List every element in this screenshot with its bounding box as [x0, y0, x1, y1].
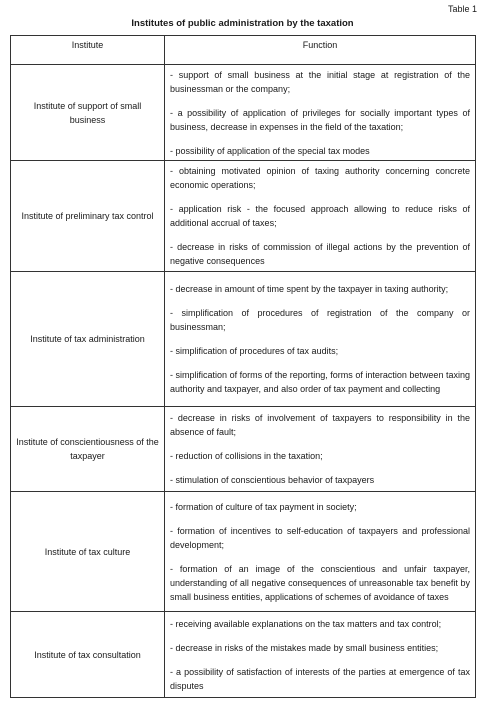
- table-row: [11, 65, 476, 161]
- function-item: - simplification of forms of the reporting, forms of interaction between taxing authority and taxpayer, and also order of tax payment and collecting: [170, 370, 470, 394]
- institute-cell: Institute of conscientiousness of the taxpayer: [11, 407, 165, 492]
- function-item: - simplification of procedures of tax audits;: [170, 346, 339, 356]
- function-cell: [165, 161, 476, 272]
- institute-cell: Institute of support of small business: [11, 65, 165, 161]
- table-row: [11, 272, 476, 407]
- institute-cell: Institute of tax administration: [11, 272, 165, 407]
- table-row: [11, 407, 476, 492]
- header-function: Function: [165, 36, 476, 65]
- table-row: [11, 612, 476, 698]
- function-item: - formation of culture of tax payment in society;: [170, 501, 357, 512]
- function-item: - application risk - the focused approach allowing to reduce risks of additional accrual of taxes;: [170, 204, 470, 228]
- table-number-label: Table 1: [447, 4, 477, 14]
- table-row: [11, 161, 476, 272]
- table-header-row: [11, 36, 476, 65]
- function-item: - simplification of procedures of registration of the company or businessman;: [170, 308, 470, 332]
- function-cell: [165, 612, 476, 698]
- function-item: - a possibility of satisfaction of interests of the parties at emergence of tax disputes: [170, 666, 470, 691]
- function-item: - decrease in risks of involvement of taxpayers to responsibility in the absence of fault;: [170, 413, 470, 437]
- institutes-table: [10, 35, 476, 698]
- institute-cell: Institute of tax consultation: [11, 612, 165, 698]
- function-cell: [165, 272, 476, 407]
- function-cell: [165, 65, 476, 161]
- function-item: - decrease in risks of commission of illegal actions by the prevention of negative consequences: [170, 242, 470, 266]
- function-item: - formation of an image of the conscientious and unfair taxpayer, understanding of all negative consequences of unreasonable tax benefit by small business entities, applications of schemes of avoidance of taxes: [170, 563, 470, 602]
- function-item: - obtaining motivated opinion of taxing authority concerning concrete economic operations;: [170, 166, 470, 190]
- function-item: - a possibility of application of privileges for socially important types of business, decrease in expenses in the field of the taxation;: [170, 107, 470, 132]
- function-item: - receiving available explanations on the tax matters and tax control;: [170, 618, 442, 629]
- header-institute: Institute: [11, 36, 165, 65]
- institute-cell: Institute of tax culture: [11, 492, 165, 612]
- institute-cell: Institute of preliminary tax control: [11, 161, 165, 272]
- function-item: - stimulation of conscientious behavior of taxpayers: [170, 475, 375, 485]
- function-item: - support of small business at the initial stage at registration of the businessman or the company;: [170, 69, 470, 94]
- function-item: - reduction of collisions in the taxation;: [170, 451, 323, 461]
- function-item: - decrease in risks of the mistakes made by small business entities;: [170, 642, 439, 653]
- function-item: - formation of incentives to self-education of taxpayers and professional development;: [170, 525, 470, 550]
- function-cell: [165, 492, 476, 612]
- function-cell: [165, 407, 476, 492]
- function-item: - decrease in amount of time spent by the taxpayer in taxing authority;: [170, 284, 449, 294]
- function-item: - possibility of application of the special tax modes: [170, 145, 370, 156]
- table-row: [11, 492, 476, 612]
- table-title: Institutes of public administration by the taxation: [131, 18, 354, 29]
